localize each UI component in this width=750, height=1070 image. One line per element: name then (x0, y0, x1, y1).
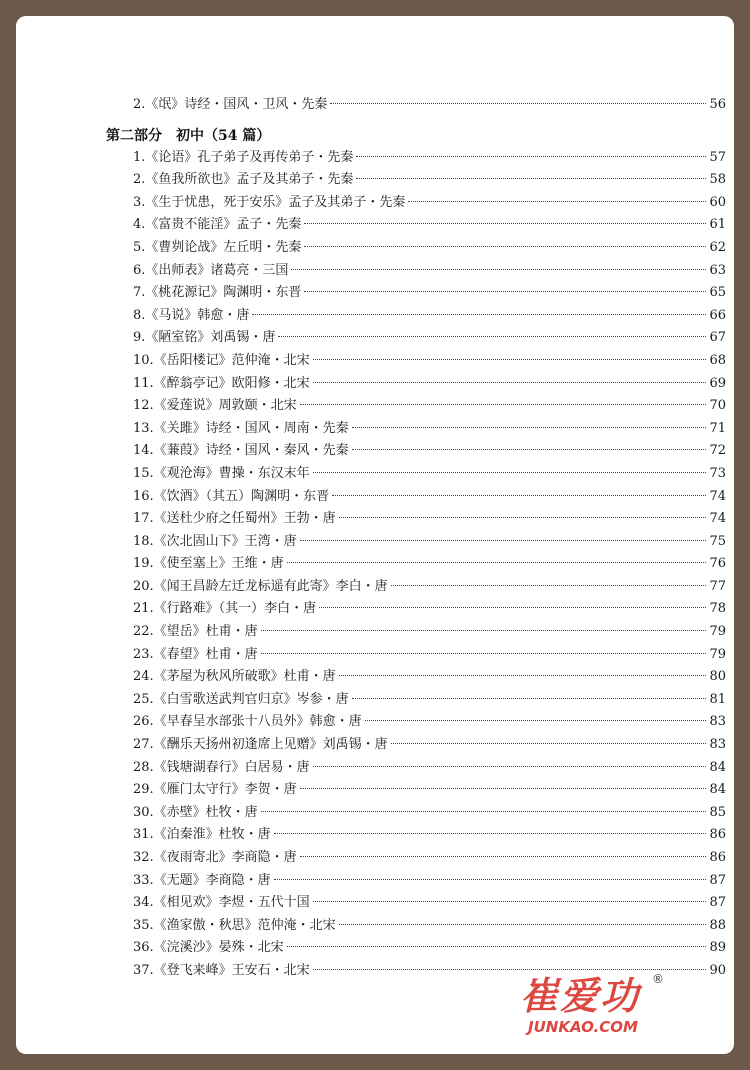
toc-entry-title: 2.《鱼我所欲也》孟子及其弟子・先秦 (133, 172, 354, 188)
dot-leader (313, 359, 707, 360)
toc-entry-page: 65 (709, 285, 726, 301)
watermark-cn: 崔爱功 (520, 974, 641, 1018)
toc-entry-page: 70 (709, 398, 726, 414)
toc-entry (90, 847, 726, 870)
toc-entry (90, 802, 726, 825)
toc-entry-page: 87 (709, 872, 726, 888)
toc-entry-page: 76 (709, 556, 726, 572)
toc-entry (90, 621, 726, 644)
toc-entry-title: 37.《登飞来峰》王安石・北宋 (133, 962, 310, 978)
toc-entry-list (90, 147, 726, 983)
dot-leader (356, 156, 706, 157)
dot-leader (313, 472, 707, 473)
watermark-logo (514, 972, 674, 1046)
toc-entry-page: 73 (709, 465, 726, 481)
toc-entry-page: 57 (709, 149, 726, 165)
toc-entry (90, 395, 726, 418)
toc-entry-title: 24.《茅屋为秋风所破歌》杜甫・唐 (133, 669, 336, 685)
dot-leader (330, 103, 706, 104)
watermark-en: JUNKAO.COM (528, 1018, 638, 1036)
dot-leader (391, 585, 707, 586)
toc-entry-title: 17.《送杜少府之任蜀州》王勃・唐 (133, 511, 336, 527)
toc-entry-page: 67 (709, 330, 726, 346)
toc-entry-page: 84 (709, 759, 726, 775)
dot-leader (274, 833, 707, 834)
toc-entry (90, 463, 726, 486)
registered-mark: ® (652, 972, 664, 986)
toc-entry-page: 84 (709, 782, 726, 798)
toc-entry-title: 36.《浣溪沙》晏殊・北宋 (133, 940, 284, 956)
toc-entry-page: 74 (709, 488, 726, 504)
toc-entry-title: 16.《饮酒》（其五）陶渊明・东晋 (133, 488, 330, 504)
document-page (16, 16, 734, 1054)
dot-leader (339, 924, 707, 925)
toc-entry (90, 350, 726, 373)
toc-entry-title: 20.《闻王昌龄左迁龙标遥有此寄》李白・唐 (133, 578, 388, 594)
toc-entry-page: 60 (709, 194, 726, 210)
dot-leader (261, 653, 707, 654)
dot-leader (252, 314, 706, 315)
toc-entry-page: 79 (709, 646, 726, 662)
toc-entry-title: 8.《马说》韩愈・唐 (133, 307, 250, 323)
dot-leader (365, 720, 707, 721)
toc-entry-title: 10.《岳阳楼记》范仲淹・北宋 (133, 352, 310, 368)
dot-leader (352, 698, 707, 699)
dot-leader (352, 427, 707, 428)
toc-entry-title: 6.《出师表》诸葛亮・三国 (133, 262, 289, 278)
toc-entry-title: 28.《钱塘湖春行》白居易・唐 (133, 759, 310, 775)
toc-entry-page: 88 (709, 917, 726, 933)
toc-entry (90, 282, 726, 305)
toc-entry-title: 9.《陋室铭》刘禹锡・唐 (133, 330, 276, 346)
toc-entry-page: 87 (709, 895, 726, 911)
toc-entry-page: 90 (709, 962, 726, 978)
toc-entry-title: 22.《望岳》杜甫・唐 (133, 624, 258, 640)
toc-entry-page: 83 (709, 714, 726, 730)
toc-entry (90, 237, 726, 260)
toc-entry-page: 78 (709, 601, 726, 617)
toc-entry (90, 260, 726, 283)
toc-entry (90, 531, 726, 554)
toc-entry-title: 35.《渔家傲・秋思》范仲淹・北宋 (133, 917, 336, 933)
dot-leader (261, 630, 707, 631)
toc-entry-title: 11.《醉翁亭记》欧阳修・北宋 (133, 375, 310, 391)
toc-entry-title: 32.《夜雨寄北》李商隐・唐 (133, 850, 297, 865)
dot-leader (291, 269, 706, 270)
section-heading: 第二部分 初中（54 篇） (106, 127, 271, 144)
dot-leader (304, 223, 706, 224)
dot-leader (313, 969, 707, 970)
toc-entry-page: 86 (709, 850, 726, 865)
dot-leader (313, 766, 707, 767)
dot-leader (304, 291, 706, 292)
toc-entry-title: 25.《白雪歌送武判官归京》岑参・唐 (133, 691, 349, 707)
toc-entry-title: 29.《雁门太守行》李贺・唐 (133, 782, 297, 798)
toc-entry-page: 74 (709, 511, 726, 527)
toc-entry-title: 15.《观沧海》曹操・东汉末年 (133, 465, 310, 481)
toc-entry (90, 824, 726, 847)
toc-entry-page: 79 (709, 624, 726, 640)
toc-entry-title: 18.《次北固山下》王湾・唐 (133, 533, 297, 549)
toc-entry (90, 147, 726, 170)
toc-entry (90, 892, 726, 915)
toc-entry (90, 169, 726, 192)
dot-leader (278, 336, 706, 337)
toc-entry-page: 61 (709, 217, 726, 233)
toc-entry (90, 870, 726, 893)
toc-entry (90, 508, 726, 531)
toc-entry-page: 85 (709, 804, 726, 820)
toc-entry (90, 327, 726, 350)
dot-leader (319, 607, 706, 608)
toc-entry (90, 214, 726, 237)
toc-entry (90, 373, 726, 396)
toc-entry-title: 23.《春望》杜甫・唐 (133, 646, 258, 662)
toc-entry (90, 937, 726, 960)
toc-entry (90, 598, 726, 621)
toc-entry (90, 94, 726, 117)
toc-entry (90, 305, 726, 328)
toc-entry-title: 13.《关雎》诗经・国风・周南・先秦 (133, 420, 349, 436)
toc-entry (90, 689, 726, 712)
toc-entry (90, 779, 726, 802)
toc-entry-title: 27.《酬乐天扬州初逢席上见赠》刘禹锡・唐 (133, 737, 388, 753)
toc-entry-page: 68 (709, 352, 726, 368)
dot-leader (391, 743, 707, 744)
toc-entry (90, 915, 726, 938)
dot-leader (313, 901, 707, 902)
dot-leader (300, 404, 707, 405)
toc-entry (90, 644, 726, 667)
toc-entry-page: 75 (709, 533, 726, 549)
toc-entry-title: 26.《早春呈水部张十八员外》韩愈・唐 (133, 714, 362, 730)
toc-entry-title: 30.《赤壁》杜牧・唐 (133, 804, 258, 820)
dot-leader (261, 811, 707, 812)
toc-entry-title: 21.《行路难》（其一）李白・唐 (133, 601, 317, 617)
dot-leader (300, 540, 707, 541)
dot-leader (408, 201, 706, 202)
toc-entry-page: 89 (709, 940, 726, 956)
dot-leader (339, 517, 707, 518)
toc-entry (90, 734, 726, 757)
dot-leader (313, 382, 707, 383)
toc-entry-title: 2.《氓》诗经・国风・卫风・先秦 (133, 97, 328, 112)
toc-entry-title: 14.《蒹葭》诗经・国风・秦风・先秦 (133, 443, 349, 459)
toc-entry-page: 69 (709, 375, 726, 391)
dot-leader (300, 788, 707, 789)
table-of-contents (90, 94, 726, 983)
toc-entry-page: 77 (709, 578, 726, 594)
dot-leader (332, 495, 706, 496)
toc-entry (90, 666, 726, 689)
toc-entry-page: 62 (709, 239, 726, 255)
toc-entry-page: 58 (709, 172, 726, 188)
toc-entry (90, 711, 726, 734)
toc-entry-page: 72 (709, 443, 726, 459)
toc-entry-title: 5.《曹刿论战》左丘明・先秦 (133, 239, 302, 255)
toc-entry-page: 71 (709, 420, 726, 436)
dot-leader (300, 856, 707, 857)
toc-entry-title: 3.《生于忧患，死于安乐》孟子及其弟子・先秦 (133, 194, 406, 210)
toc-entry-title: 1.《论语》孔子弟子及再传弟子・先秦 (133, 149, 354, 165)
toc-entry (90, 486, 726, 509)
dot-leader (287, 562, 707, 563)
toc-entry (90, 553, 726, 576)
toc-entry (90, 192, 726, 215)
toc-entry-page: 80 (709, 669, 726, 685)
toc-entry-page: 63 (709, 262, 726, 278)
dot-leader (339, 675, 707, 676)
toc-entry (90, 418, 726, 441)
toc-entry-page: 66 (709, 307, 726, 323)
toc-entry-page: 86 (709, 827, 726, 843)
toc-entry (90, 576, 726, 599)
dot-leader (356, 178, 706, 179)
toc-entry-title: 31.《泊秦淮》杜牧・唐 (133, 827, 271, 843)
toc-entry-title: 12.《爱莲说》周敦颐・北宋 (133, 398, 297, 414)
toc-entry-page: 81 (709, 691, 726, 707)
toc-entry-page: 83 (709, 737, 726, 753)
toc-entry-title: 19.《使至塞上》王维・唐 (133, 556, 284, 572)
toc-entry (90, 757, 726, 780)
toc-entry-title: 33.《无题》李商隐・唐 (133, 872, 271, 888)
toc-entry-page: 56 (709, 97, 726, 112)
dot-leader (352, 449, 707, 450)
dot-leader (287, 946, 707, 947)
toc-entry-title: 4.《富贵不能淫》孟子・先秦 (133, 217, 302, 233)
dot-leader (304, 246, 706, 247)
dot-leader (274, 879, 707, 880)
toc-entry (90, 440, 726, 463)
toc-entry-title: 7.《桃花源记》陶渊明・东晋 (133, 285, 302, 301)
toc-entry-title: 34.《相见欢》李煜・五代十国 (133, 895, 310, 911)
